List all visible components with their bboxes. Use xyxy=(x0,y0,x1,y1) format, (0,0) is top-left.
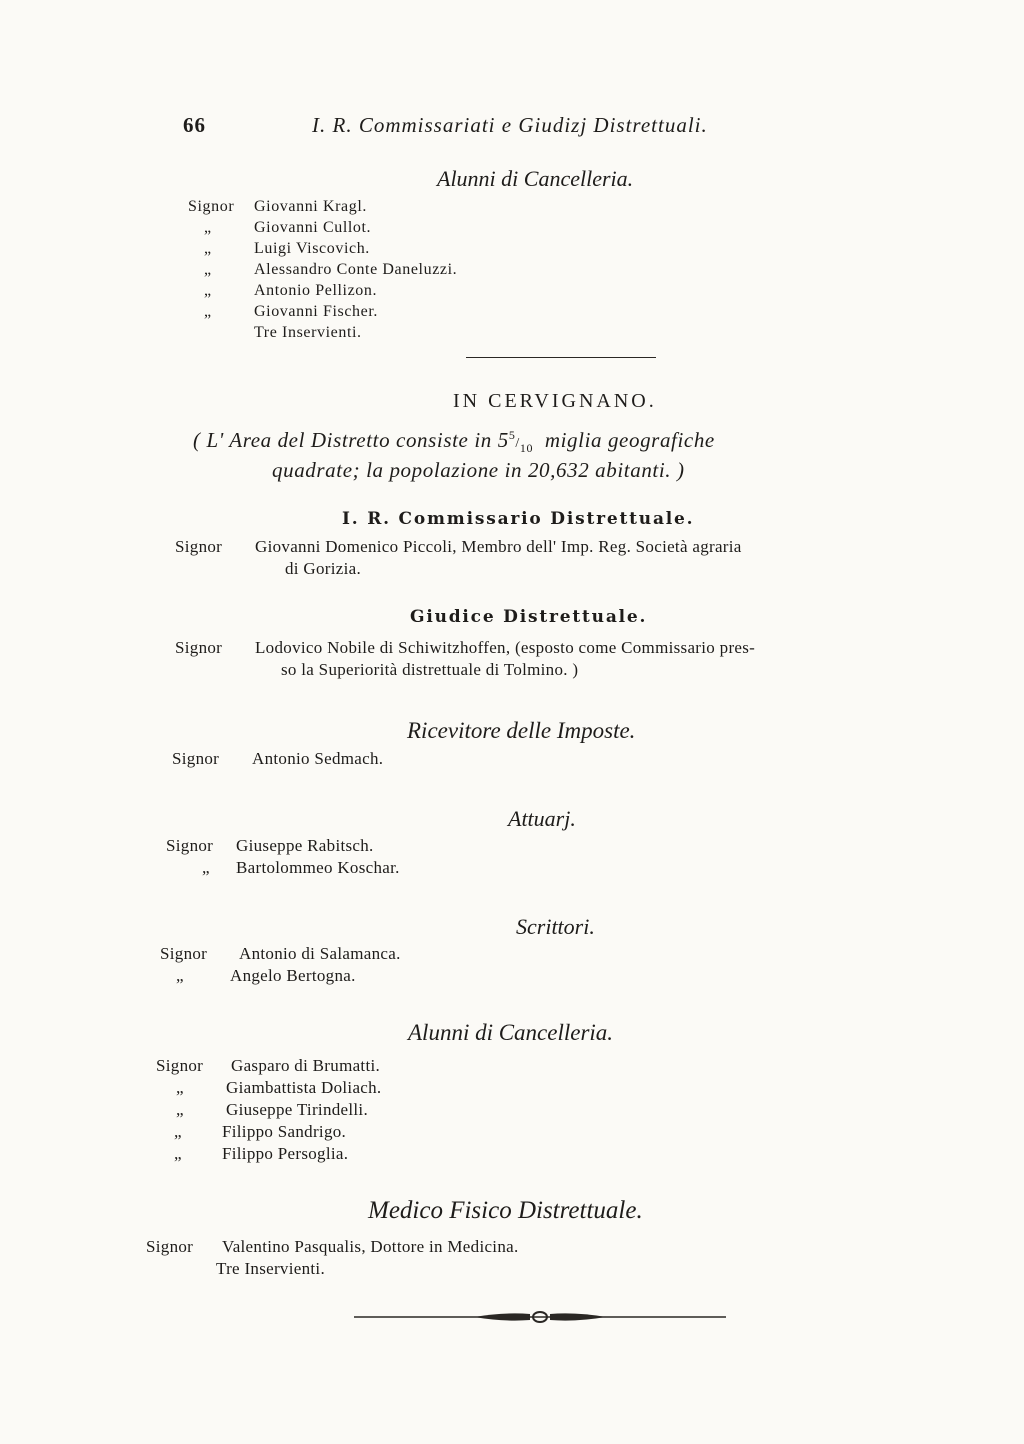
list-name: Giuseppe Tirindelli. xyxy=(226,1100,369,1119)
section-divider xyxy=(466,357,656,358)
list-prefix: Signor xyxy=(160,944,208,963)
medico-entry xyxy=(146,1236,519,1280)
entry-line-1: Lodovico Nobile di Schiwitzhoffen, (esposto come Commissario pres- xyxy=(255,638,756,657)
list-item xyxy=(156,1099,381,1121)
list-prefix: „ xyxy=(202,858,210,877)
list-name: Luigi Viscovich. xyxy=(254,240,370,257)
list-name: Angelo Bertogna. xyxy=(230,966,356,985)
section-title-alunni-1: Alunni di Cancelleria. xyxy=(437,166,634,191)
list-footer xyxy=(188,322,457,343)
list-prefix: „ xyxy=(176,1078,184,1097)
list-alunni-2 xyxy=(156,1055,381,1165)
area-fraction-num: 5 xyxy=(508,428,516,442)
list-name: Giovanni Kragl. xyxy=(254,198,367,215)
list-name: Filippo Sandrigo. xyxy=(222,1122,347,1141)
list-item xyxy=(156,1077,381,1099)
list-prefix: „ xyxy=(174,1144,182,1163)
entry-prefix: Signor xyxy=(172,749,220,768)
entry-name: Valentino Pasqualis, Dottore in Medicina. xyxy=(222,1237,519,1256)
inservienti-text: Tre Inservienti. xyxy=(254,324,362,341)
list-item xyxy=(160,965,401,987)
section-title-commissario: I. R. Commissario Distrettuale. xyxy=(342,509,695,529)
list-item xyxy=(188,238,457,259)
entry-name: Antonio Sedmach. xyxy=(252,749,384,768)
section-title-alunni-2: Alunni di Cancelleria. xyxy=(408,1020,614,1045)
list-name: Giovanni Cullot. xyxy=(254,219,372,236)
list-prefix: „ xyxy=(176,966,184,985)
list-prefix: „ xyxy=(204,282,212,299)
list-item xyxy=(166,857,400,879)
list-name: Giambattista Doliach. xyxy=(226,1078,382,1097)
entry-line-2: di Gorizia. xyxy=(285,559,361,578)
inservienti-text: Tre Inservienti. xyxy=(216,1259,325,1278)
running-title: I. R. Commissariati e Giudizj Distrettuali. xyxy=(312,113,708,137)
list-item xyxy=(188,196,457,217)
list-name: Gasparo di Brumatti. xyxy=(231,1056,381,1075)
list-name: Antonio di Salamanca. xyxy=(239,944,401,963)
list-alunni-1 xyxy=(188,196,457,343)
list-name: Giovanni Fischer. xyxy=(254,303,378,320)
page-number: 66 xyxy=(183,113,206,137)
list-item xyxy=(166,835,400,857)
list-item xyxy=(156,1121,381,1143)
list-item xyxy=(156,1143,381,1165)
entry-line-2: so la Superiorità distrettuale di Tolmino. ) xyxy=(281,660,579,679)
list-prefix: „ xyxy=(204,219,212,236)
area-text-b: miglia geografiche xyxy=(544,428,715,452)
section-title-ricevitore: Ricevitore delle Imposte. xyxy=(407,718,636,743)
entry-line-1: Giovanni Domenico Piccoli, Membro dell' Imp. Reg. Società agraria xyxy=(255,537,742,556)
list-prefix: „ xyxy=(174,1122,182,1141)
list-name: Bartolommeo Koschar. xyxy=(236,858,400,877)
giudice-entry xyxy=(175,637,755,681)
section-title-attuarj: Attuarj. xyxy=(508,806,576,831)
area-text-a: ( L' Area del Distretto consiste in 5 xyxy=(193,428,509,452)
ornamental-rule xyxy=(354,1307,726,1327)
place-heading: IN CERVIGNANO. xyxy=(453,390,657,412)
commissario-entry xyxy=(175,536,742,580)
area-line-2: quadrate; la popolazione in 20,632 abitanti. ) xyxy=(272,458,685,482)
area-fraction-den: 10 xyxy=(519,441,534,456)
list-scrittori xyxy=(160,943,401,987)
list-item xyxy=(188,217,457,238)
list-prefix: „ xyxy=(204,303,212,320)
list-item xyxy=(156,1055,381,1077)
list-name: Alessandro Conte Daneluzzi. xyxy=(254,261,458,278)
entry-prefix: Signor xyxy=(146,1237,194,1256)
list-prefix: Signor xyxy=(166,836,214,855)
list-item xyxy=(160,943,401,965)
list-prefix: Signor xyxy=(156,1056,204,1075)
section-title-giudice: Giudice Distrettuale. xyxy=(410,607,648,627)
list-item xyxy=(188,280,457,301)
entry-prefix: Signor xyxy=(175,537,223,556)
list-prefix: „ xyxy=(204,261,212,278)
section-title-scrittori: Scrittori. xyxy=(516,914,595,939)
list-name: Filippo Persoglia. xyxy=(222,1144,349,1163)
ricevitore-entry xyxy=(172,748,383,770)
list-prefix: Signor xyxy=(188,198,235,215)
list-prefix: „ xyxy=(176,1100,184,1119)
list-name: Giuseppe Rabitsch. xyxy=(236,836,374,855)
entry-prefix: Signor xyxy=(175,638,223,657)
section-title-medico: Medico Fisico Distrettuale. xyxy=(368,1197,643,1224)
list-item xyxy=(188,259,457,280)
list-name: Antonio Pellizon. xyxy=(254,282,378,299)
list-prefix: „ xyxy=(204,240,212,257)
list-attuarj xyxy=(166,835,400,879)
list-item xyxy=(188,301,457,322)
area-line-1: ( L' Area del Distretto consiste in $5^5/_{10}$ miglia geografiche xyxy=(193,428,715,456)
